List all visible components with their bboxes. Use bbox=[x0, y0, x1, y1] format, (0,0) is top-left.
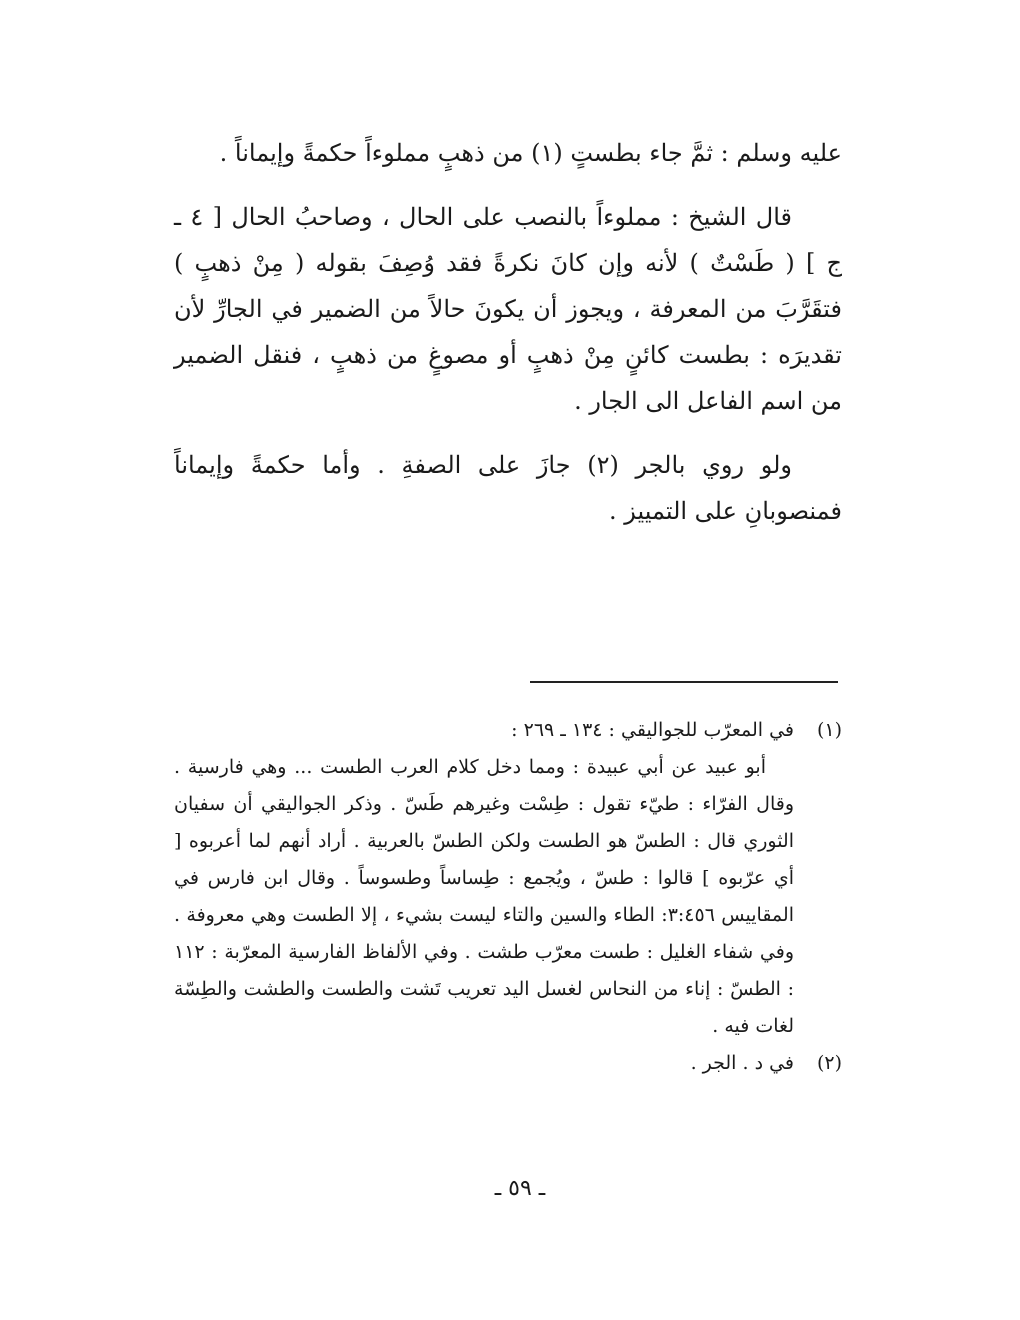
footnote-1 bbox=[174, 712, 842, 1045]
footnote-1-body: أبو عبيد عن أبي عبيدة : ومما دخل كلام العرب الطست ... وهي فارسية . وقال الفرّاء : طيّء تقول : طِسْت وغيرهم طَسّ . وذكر الجواليقي أن سفيان الثوري قال : الطسّ هو الطست ولكن الطسّ بالعربية . أراد أنهم لما أعربوه [ أي عرّبوه ] قالوا : طسّ ، ويُجمع : طِساساً وطسوساً . وقال ابن فارس في المقاييس ٣:٤٥٦: الطاء والسين والتاء ليست بشيء ، إلا الطست وهي معروفة . وفي شفاء الغليل : طست معرّب طشت . وفي الألفاظ الفارسية المعرّبة : ١١٢ : الطسّ : إناء من النحاس لغسل اليد تعريب تَشت والطست والطشت والطِسّة لغات فيه . bbox=[174, 756, 794, 1037]
main-text bbox=[174, 130, 842, 552]
footnote-2 bbox=[174, 1045, 842, 1082]
footnote-1-heading: في المعرّب للجواليقي : ١٣٤ ـ ٢٦٩ : bbox=[511, 719, 794, 741]
footnote-2-number: (٢) bbox=[816, 1052, 842, 1074]
footnote-1-body-wrap bbox=[174, 749, 842, 1045]
paragraph-1: عليه وسلم : ثمَّ جاء بطستٍ (١) من ذهبٍ مملوءاً حكمةً وإيماناً . bbox=[219, 139, 842, 167]
footnote-2-text: في د . الجر . bbox=[690, 1052, 794, 1074]
paragraph-3: ولو روي بالجر (٢) جازَ على الصفةِ . وأما حكمةً وإيماناً فمنصوبانِ على التمييز . bbox=[174, 451, 842, 525]
footnote-1-number: (١) bbox=[816, 719, 842, 741]
paragraph-2: قال الشيخ : مملوءاً بالنصب على الحال ، وصاحبُ الحال [ ٤ ـ ج ] ( طَسْتٌ ) لأنه وإن كانَ نكرةً فقد وُصِفَ بقوله ( مِنْ ذهبٍ ) فتقَرَّبَ من المعرفة ، ويجوز أن يكونَ حالاً من الضمير في الجارِّ لأن تقديرَه : بطست كائنٍ مِنْ ذهبٍ أو مصوغٍ من ذهبٍ ، فنقل الضمير من اسم الفاعل الى الجار . bbox=[174, 203, 842, 415]
footnotes bbox=[174, 712, 842, 1082]
footnote-divider bbox=[530, 681, 838, 683]
page-number: ـ ٥٩ ـ bbox=[494, 1176, 546, 1201]
